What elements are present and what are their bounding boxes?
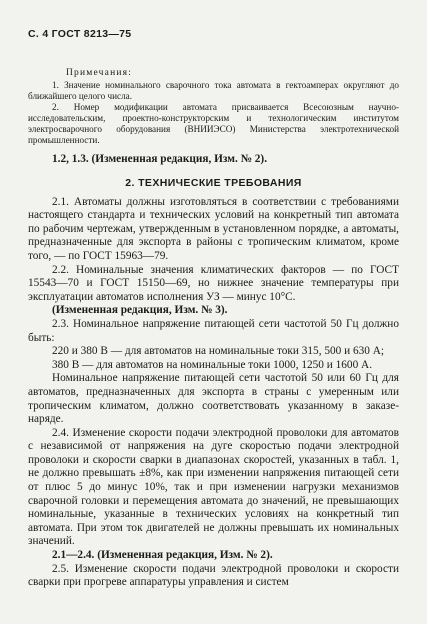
paragraph-2-4: 2.4. Изменение скорости подачи электродной проволоки для автоматов с независимой от напряжения на дуге скоростью подачи электродной проволоки и скорости сварки в диапазонах скоростей, указанных в табл. 1, не должно превышать ±8%, как при изменении напряжения питающей сети от плюс 5 до минус 10%, так и при изменении нагрузки механизмов сварочной головки и перемещения автомата до значений, не превышающих номинальные, указанные в технических условиях на конкретный тип автомата. При этом ток двигателей не должны превышать их номинальных значений. bbox=[28, 426, 399, 548]
paragraph-2-2: 2.2. Номинальные значения климатических факторов — по ГОСТ 15543—70 и ГОСТ 15150—69, но нижнее значение температуры при эксплуатации автоматов исполнения УЗ — минус 10°С. bbox=[28, 263, 399, 303]
notes-title: Примечания: bbox=[66, 68, 133, 78]
note-item: 2. Номер модификации автомата присваивается Всесоюзным научно-исследовательским, проектно-конструкторским и технологическим институтом электросварочного оборудования (ВНИИЭСО) Министерства электротехнической промышленности. bbox=[28, 102, 399, 145]
page-header: С. 4 ГОСТ 8213—75 bbox=[28, 28, 132, 40]
paragraph-2-3-c: Номинальное напряжение питающей сети частотой 50 или 60 Гц для автоматов, предназначенных для экспорта в страны с умеренным или тропическим климатом, должно соответствовать указанному в заказе-наряде. bbox=[28, 372, 399, 426]
amendment-note: 1.2, 1.3. (Измененная редакция, Изм. № 2). bbox=[52, 153, 268, 165]
paragraph-2-5: 2.5. Изменение скорости подачи электродной проволоки и скорости сварки при прогреве аппаратуры управления и систем bbox=[28, 562, 399, 589]
amendment-note: 2.1—2.4. (Измененная редакция, Изм. № 2). bbox=[52, 549, 273, 562]
section-title: 2. ТЕХНИЧЕСКИЕ ТРЕБОВАНИЯ bbox=[125, 176, 302, 189]
amendment-note: (Измененная редакция, Изм. № 3). bbox=[52, 304, 228, 317]
paragraph-2-1: 2.1. Автоматы должны изготовляться в соответствии с требованиями настоящего стандарта и технических условий на конкретный тип автомата по рабочим чертежам, утвержденным в установленном порядке, а автоматы, предназначенные для экспорта в районы с тропическим климатом, кроме того, — по ГОСТ 15963—79. bbox=[28, 195, 399, 262]
note-item: 1. Значение номинального сварочного тока автомата в гектоамперах округляют до ближайшего целого числа. bbox=[28, 80, 399, 101]
notes-block bbox=[28, 68, 399, 146]
paragraph-2-3: 2.3. Номинальное напряжение питающей сети частотой 50 Гц должно быть: bbox=[28, 317, 399, 344]
paragraph-2-3-a: 220 и 380 В — для автоматов на номинальные токи 315, 500 и 630 А; bbox=[52, 345, 385, 358]
paragraph-2-3-b: 380 В — для автоматов на номинальные токи 1000, 1250 и 1600 А. bbox=[52, 358, 373, 371]
